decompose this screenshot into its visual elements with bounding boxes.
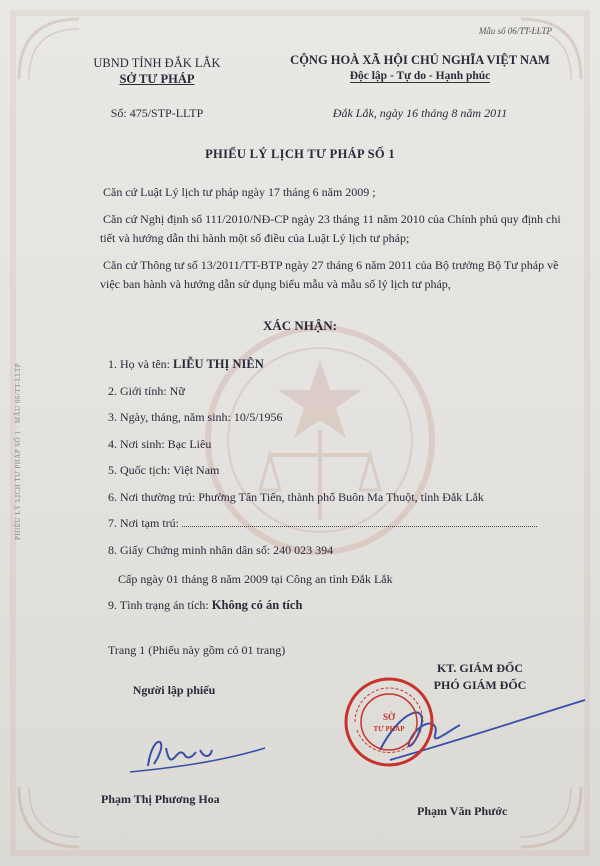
preparer-name: Phạm Thị Phương Hoa — [101, 792, 220, 806]
corner-ornament-icon — [516, 782, 586, 852]
item-criminal-record — [108, 598, 302, 613]
temp-residence-label: 7. Nơi tạm trú: — [108, 516, 180, 530]
item-id-card: 8. Giấy Chứng minh nhân dân số: 240 023 394 — [108, 543, 334, 557]
preparer-title: Người lập phiếu — [132, 683, 216, 697]
form-code: Mẫu số 06/TT-LLTP — [478, 26, 552, 36]
item-nationality: 5. Quốc tịch: Việt Nam — [108, 463, 220, 477]
director-title-block — [420, 660, 540, 694]
preparer-signature-icon — [120, 728, 270, 778]
name-value: LIỄU THỊ NIÊN — [173, 357, 264, 371]
item-gender: 2. Giới tính: Nữ — [108, 384, 185, 398]
official-seal-stamp-icon — [343, 676, 435, 768]
svg-text:TƯ PHÁP: TƯ PHÁP — [373, 725, 405, 733]
country-name: CỘNG HOÀ XÃ HỘI CHỦ NGHĨA VIỆT NAM — [290, 53, 550, 67]
confirm-heading: XÁC NHẬN: — [262, 318, 338, 333]
agency-line-1: UBND TỈNH ĐẮK LẮK — [93, 56, 221, 70]
item-permanent-residence: 6. Nơi thường trú: Phường Tân Tiến, thành phố Buôn Ma Thuột, tỉnh Đắk Lắk — [108, 490, 484, 504]
blank-line — [182, 517, 537, 527]
issuing-agency-header — [82, 55, 232, 121]
side-note: PHIẾU LÝ LỊCH TƯ PHÁP SỐ 1 · MẪU 06/TT-LLTP — [14, 362, 22, 540]
document-title: PHIẾU LÝ LỊCH TƯ PHÁP SỐ 1 — [205, 147, 395, 161]
record-value: Không có án tích — [211, 598, 303, 612]
director-title-2: PHÓ GIÁM ĐỐC — [433, 678, 527, 692]
item-full-name — [108, 357, 264, 372]
legal-basis-2: Căn cứ Nghị định số 111/2010/NĐ-CP ngày 23 tháng 11 năm 2010 của Chính phủ quy định chi tiết và hướng dẫn thi hành một số điều của Luật Lý lịch tư pháp; — [100, 212, 561, 245]
legal-basis-3: Căn cứ Thông tư số 13/2011/TT-BTP ngày 27 tháng 6 năm 2011 của Bộ trưởng Bộ Tư pháp về việc ban hành và hướng dẫn sử dụng biểu mẫu và mẫu số lý lịch tư pháp, — [100, 258, 559, 291]
document-number: Số: 475/STP-LLTP — [110, 106, 204, 120]
director-name: Phạm Văn Phước — [417, 804, 508, 818]
agency-line-2: SỞ TƯ PHÁP — [119, 72, 195, 86]
svg-text:SỞ: SỞ — [382, 712, 396, 722]
national-motto-header — [270, 52, 570, 121]
page-note: Trang 1 (Phiếu này gồm có 01 trang) — [108, 643, 286, 657]
director-title-1: KT. GIÁM ĐỐC — [436, 661, 524, 675]
legal-basis-1: Căn cứ Luật Lý lịch tư pháp ngày 17 tháng 6 năm 2009 ; — [103, 185, 376, 199]
record-label: 9. Tình trạng án tích: — [108, 598, 209, 612]
item-temporary-residence — [108, 516, 537, 531]
motto: Độc lập - Tự do - Hạnh phúc — [349, 70, 491, 82]
issue-date: Đắk Lắk, ngày 16 tháng 8 năm 2011 — [332, 106, 508, 120]
corner-ornament-icon — [14, 782, 84, 852]
item-id-issued: Cấp ngày 01 tháng 8 năm 2009 tại Công an tỉnh Đắk Lắk — [118, 572, 393, 586]
name-label: 1. Họ và tên: — [108, 357, 170, 371]
item-date-of-birth: 3. Ngày, tháng, năm sinh: 10/5/1956 — [108, 410, 283, 424]
item-birthplace: 4. Nơi sinh: Bạc Liêu — [108, 437, 212, 451]
corner-ornament-icon — [14, 14, 84, 84]
